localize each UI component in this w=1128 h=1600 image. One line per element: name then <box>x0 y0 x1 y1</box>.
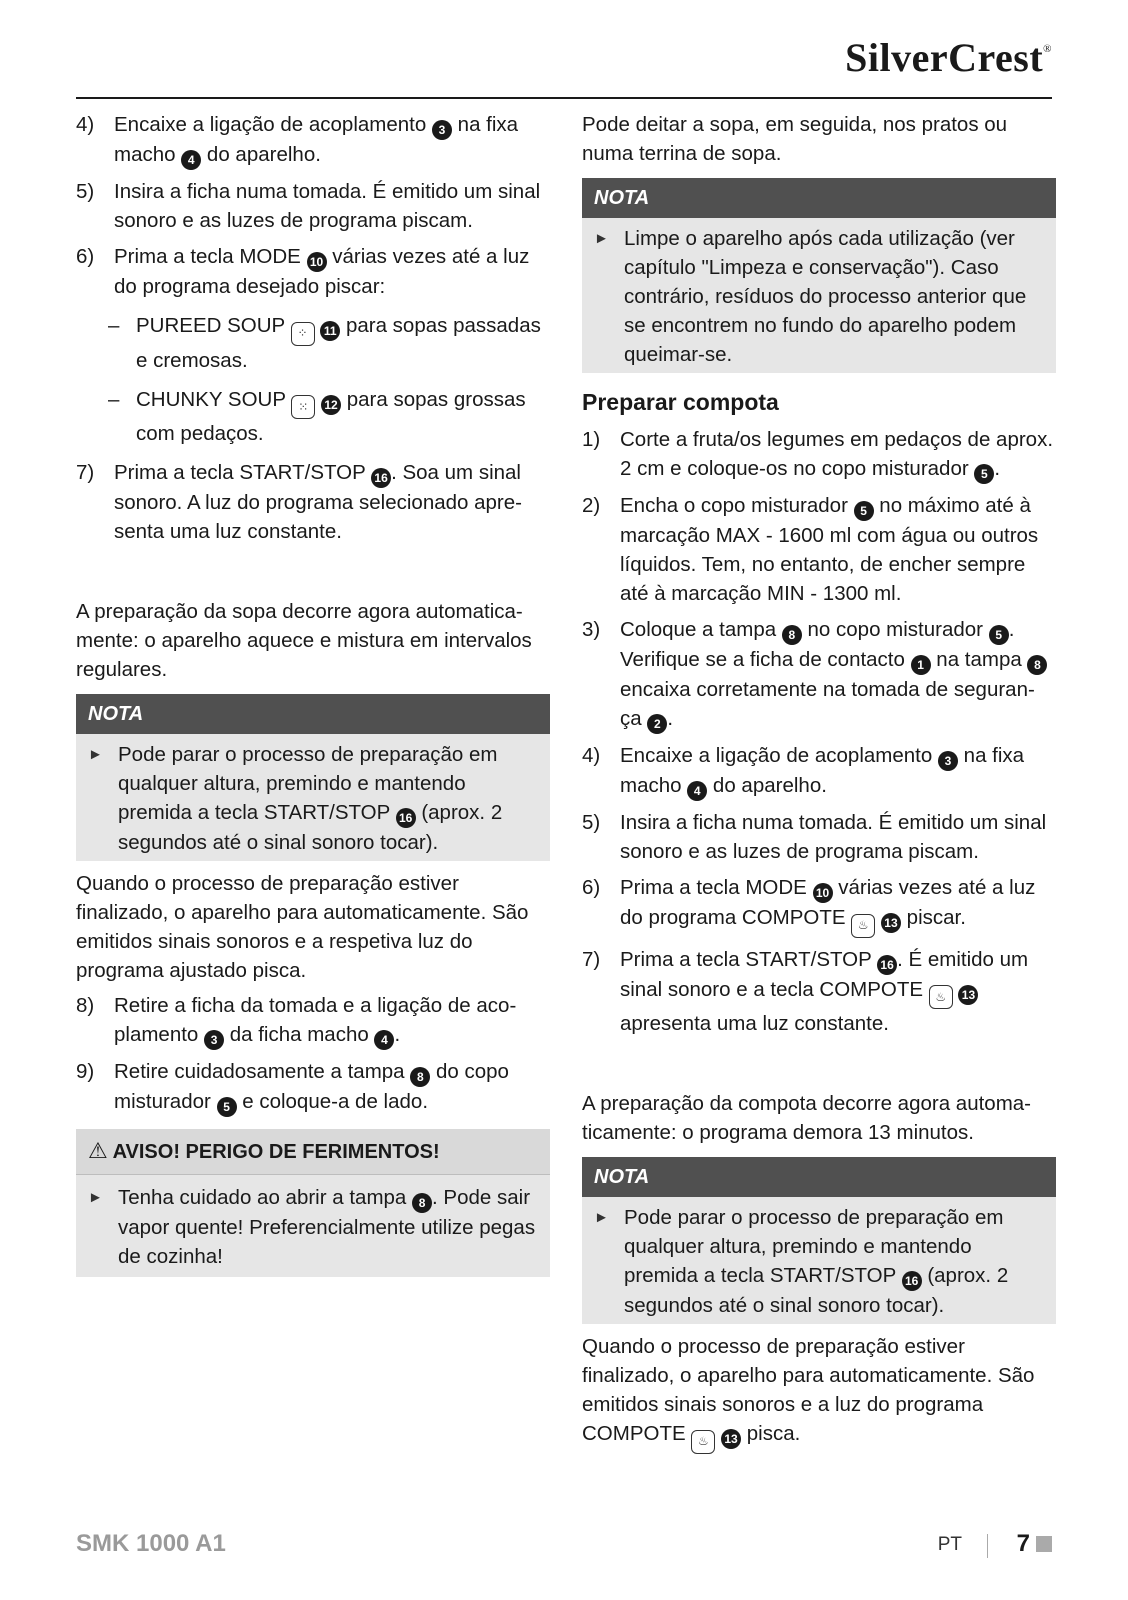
paragraph <box>582 1332 1056 1454</box>
text-run: (aprox. 2 segundos até o sinal sonoro tocar). <box>118 801 503 854</box>
text-run: Prima a tecla MODE <box>114 245 307 268</box>
part-number-badge: 5 <box>989 625 1009 645</box>
step-text <box>620 945 1056 1039</box>
step-number: 4) <box>76 113 95 136</box>
text-run: Coloque a tampa <box>620 618 782 641</box>
text-run: . <box>994 457 1001 480</box>
step-8 <box>76 991 550 1050</box>
left-column <box>76 110 550 1285</box>
step-number: 2) <box>582 494 601 517</box>
step-text <box>114 1057 550 1117</box>
step-text: Insira a ficha numa tomada. É emitido um sinal sonoro e as luzes de programa piscam. <box>620 811 1047 863</box>
part-number-badge: 13 <box>881 913 901 933</box>
text-run: no copo misturador <box>801 618 989 641</box>
text-run: do copo misturador <box>114 1060 509 1113</box>
text-run: para sopas passadas e cremosas. <box>136 314 541 372</box>
part-number-badge: 16 <box>902 1271 922 1291</box>
step-3 <box>582 615 1056 734</box>
text-run: Retire a ficha da tomada e a ligação de aco-plamento <box>114 994 517 1046</box>
note-text <box>624 1203 1046 1320</box>
step-text <box>114 110 550 170</box>
part-number-badge: 4 <box>181 150 201 170</box>
text-run: para sopas grossas com pedaços. <box>136 387 526 445</box>
text-run: . Soa um sinal sonoro. A luz do programa selecionado apre-senta uma luz constante. <box>114 461 522 543</box>
program-label: PUREED SOUP <box>136 314 285 337</box>
spacer <box>76 553 550 597</box>
part-number-badge: 4 <box>687 781 707 801</box>
text-run: piscar. <box>900 906 966 929</box>
paragraph: A preparação da sopa decorre agora automatica-mente: o aparelho aquece e mistura em intervalos regulares. <box>76 600 532 681</box>
note-text: Limpe o aparelho após cada utilização (ver capítulo "Limpeza e conservação"). Caso contrário, resíduos do processo anterior que se encontrem no fundo do aparelho podem queimar-se. <box>624 227 1027 366</box>
sub-item-pureed-soup <box>108 311 550 375</box>
text-run: no máximo até à marcação MAX - 1600 ml com água ou outros líquidos. Tem, no entanto, de encher sempre até à marcação MIN - 1300 ml. <box>620 494 1039 605</box>
compote-icon: ♨ <box>929 985 953 1009</box>
step-4 <box>582 741 1056 801</box>
warning-text <box>118 1183 540 1271</box>
text-run: do aparelho. <box>707 774 827 797</box>
note-body <box>582 218 1056 373</box>
arrow-icon: ► <box>594 230 609 247</box>
step-4 <box>76 110 550 170</box>
text-run: Prima a tecla START/STOP <box>114 461 372 484</box>
part-number-badge: 3 <box>432 120 452 140</box>
step-7 <box>582 945 1056 1039</box>
text-run: Encha o copo misturador <box>620 494 854 517</box>
part-number-badge: 16 <box>877 955 897 975</box>
step-6 <box>76 242 550 301</box>
language-code: PT <box>937 1534 962 1555</box>
note-box <box>76 694 550 861</box>
part-number-badge: 11 <box>320 321 340 341</box>
warning-heading <box>76 1129 550 1175</box>
compote-icon: ♨ <box>851 914 875 938</box>
text-run: Encaixe a ligação de acoplamento <box>114 113 432 136</box>
step-number: 8) <box>76 994 95 1017</box>
text-run: da ficha macho <box>224 1023 375 1046</box>
note-heading: NOTA <box>76 694 550 734</box>
part-number-badge: 8 <box>782 625 802 645</box>
step-text <box>620 491 1056 608</box>
text-run: na fixa macho <box>620 744 1025 797</box>
text-run: Quando o processo de preparação estiver finalizado, o aparelho para automaticamente. São emitidos sinais sonoros e a luz do programa COMPOTE <box>582 1335 1035 1445</box>
part-number-badge: 13 <box>721 1429 741 1449</box>
part-number-badge: 5 <box>974 464 994 484</box>
arrow-icon: ► <box>594 1209 609 1226</box>
step-text <box>114 242 550 301</box>
text-run: Prima a tecla START/STOP <box>620 947 878 971</box>
step-number: 5) <box>76 180 95 203</box>
step-2 <box>582 491 1056 608</box>
brand-logo <box>845 35 1052 80</box>
part-number-badge: 4 <box>374 1030 394 1050</box>
model-number: SMK 1000 A1 <box>76 1530 226 1557</box>
part-number-badge: 8 <box>410 1067 430 1087</box>
step-text <box>620 873 1056 938</box>
part-number-badge: 5 <box>854 501 874 521</box>
right-column <box>582 110 1056 1454</box>
text-run: . <box>667 707 674 730</box>
step-text <box>620 425 1056 484</box>
page-number: 7 <box>1016 1530 1030 1557</box>
text-run: do aparelho. <box>201 143 321 166</box>
step-text <box>620 615 1056 734</box>
step-5 <box>76 177 550 235</box>
step-number: 7) <box>76 461 95 484</box>
part-number-badge: 16 <box>371 468 391 488</box>
part-number-badge: 10 <box>813 883 833 903</box>
part-number-badge: 10 <box>307 252 327 272</box>
text-run: (aprox. 2 segundos até o sinal sonoro tocar). <box>624 1264 1009 1317</box>
text-run: Pode parar o processo de preparação em qualquer altura, premindo e mantendo premida a tecla START/STOP <box>624 1206 1004 1287</box>
arrow-icon: ► <box>88 746 103 763</box>
text-run: Prima a tecla MODE <box>620 876 813 899</box>
chunky-soup-icon: ⁙ <box>291 395 315 419</box>
warning-body <box>76 1175 550 1277</box>
note-box <box>582 178 1056 373</box>
text-run: na fixa macho <box>114 113 519 166</box>
dash: – <box>108 387 120 411</box>
text-run: na tampa <box>930 648 1028 671</box>
part-number-badge: 5 <box>217 1097 237 1117</box>
pureed-soup-icon: ⁘ <box>291 322 315 346</box>
text-run: encaixa corretamente na tomada de seguran-ça <box>620 678 1035 730</box>
step-6 <box>582 873 1056 938</box>
note-box <box>582 1157 1056 1324</box>
warning-title: AVISO! PERIGO DE FERIMENTOS! <box>112 1141 440 1163</box>
text-run: várias vezes até a luz do programa COMPOTE <box>620 876 1036 929</box>
part-number-badge: 16 <box>396 808 416 828</box>
part-number-badge: 13 <box>958 985 978 1005</box>
spacer <box>582 1045 1056 1089</box>
step-9 <box>76 1057 550 1117</box>
compote-icon: ♨ <box>691 1430 715 1454</box>
sub-item-chunky-soup <box>108 385 550 449</box>
step-1 <box>582 425 1056 484</box>
text-run: apresenta uma luz constante. <box>620 1012 889 1035</box>
step-5 <box>582 808 1056 866</box>
step-text <box>114 458 550 546</box>
note-body <box>76 734 550 861</box>
sub-item-text <box>136 385 550 449</box>
text-run: Retire cuidadosamente a tampa <box>114 1060 411 1083</box>
paragraph: A preparação da compota decorre agora automa-ticamente: o programa demora 13 minutos. <box>582 1092 1031 1144</box>
part-number-badge: 12 <box>321 395 341 415</box>
footer-separator <box>987 1534 988 1558</box>
text-run: . Pode sair vapor quente! Preferencialmente utilize pegas de cozinha! <box>118 1186 536 1268</box>
step-number: 6) <box>582 876 601 899</box>
warning-box <box>76 1129 550 1277</box>
section-heading: Preparar compota <box>582 389 779 415</box>
part-number-badge: 8 <box>412 1193 432 1213</box>
header-rule <box>76 97 1052 99</box>
note-body <box>582 1197 1056 1324</box>
note-heading: NOTA <box>582 178 1056 218</box>
text-run: Encaixe a ligação de acoplamento <box>620 744 938 767</box>
note-heading: NOTA <box>582 1157 1056 1197</box>
page-footer <box>76 1530 1052 1564</box>
page-marker-square <box>1036 1536 1052 1552</box>
sub-item-text <box>136 311 550 375</box>
part-number-badge: 8 <box>1027 655 1047 675</box>
step-text <box>620 741 1056 801</box>
warning-icon: ⚠ <box>88 1138 108 1163</box>
step-number: 4) <box>582 744 601 767</box>
text-run: Tenha cuidado ao abrir a tampa <box>118 1186 413 1209</box>
paragraph: Quando o processo de preparação estiver finalizado, o aparelho para automaticamente. São emitidos sinais sonoros e a respetiva luz do programa ajustado pisca. <box>76 872 529 982</box>
brand-name: SilverCrest <box>845 35 1044 80</box>
step-text: Insira a ficha numa tomada. É emitido um sinal sonoro e as luzes de programa piscam. <box>114 180 541 232</box>
text-run: . Verifique se a ficha de contacto <box>620 618 1015 671</box>
part-number-badge: 1 <box>911 655 931 675</box>
step-number: 5) <box>582 811 601 834</box>
step-number: 9) <box>76 1060 95 1083</box>
program-label: CHUNKY SOUP <box>136 387 286 411</box>
paragraph: Pode deitar a sopa, em seguida, nos pratos ou numa terrina de sopa. <box>582 113 1008 165</box>
step-number: 6) <box>76 245 95 268</box>
text-run: Pode parar o processo de preparação em qualquer altura, premindo e mantendo premida a tecla START/STOP <box>118 743 498 824</box>
text-run: . <box>394 1023 401 1046</box>
text-run: várias vezes até a luz do programa desejado piscar: <box>114 245 530 298</box>
registered-mark: ® <box>1043 43 1052 55</box>
step-number: 3) <box>582 618 601 641</box>
arrow-icon: ► <box>88 1189 103 1206</box>
text-run: e coloque-a de lado. <box>236 1090 429 1113</box>
step-7 <box>76 458 550 546</box>
text-run: . É emitido um sinal sonoro e a tecla COMPOTE <box>620 947 1029 1001</box>
part-number-badge: 3 <box>204 1030 224 1050</box>
text-run: Corte a fruta/os legumes em pedaços de aprox. 2 cm e coloque-os no copo misturador <box>620 428 1054 480</box>
step-number: 7) <box>582 947 601 971</box>
step-text <box>114 991 550 1050</box>
part-number-badge: 2 <box>647 714 667 734</box>
part-number-badge: 3 <box>938 751 958 771</box>
text-run: pisca. <box>741 1422 801 1445</box>
dash: – <box>108 314 120 337</box>
step-number: 1) <box>582 428 601 451</box>
note-text <box>118 740 540 857</box>
